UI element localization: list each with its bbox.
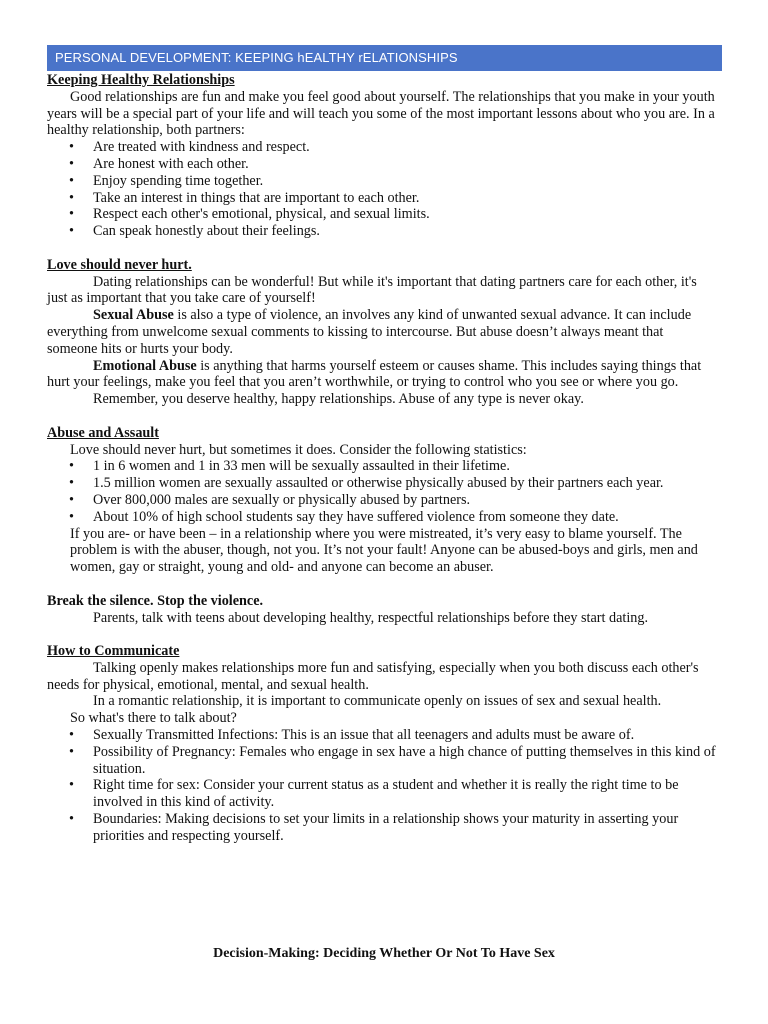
paragraph: Remember, you deserve healthy, happy relationships. Abuse of any type is never okay. [93,391,584,408]
bullet-list [47,727,717,845]
list-item: • Enjoy spending time together. [69,172,264,189]
section-heading: Break the silence. Stop the violence. [47,592,264,609]
bullet-icon: • [69,458,74,475]
bullet-icon: • [69,155,74,172]
list-item: • Respect each other's emotional, physical, and sexual limits. [69,206,430,223]
bullet-icon: • [69,223,74,240]
term-sexual-abuse: Sexual Abuse [93,307,174,324]
list-item: • Are treated with kindness and respect. [69,139,310,156]
bullet-icon: • [69,743,74,760]
bullet-list [47,458,717,525]
bullet-icon: • [69,206,74,223]
next-section-title: Decision-Making: Deciding Whether Or Not To Have Sex [213,946,555,961]
bullet-icon: • [69,777,74,794]
list-item: • About 10% of high school students say they have suffered violence from someone they date. [69,508,619,525]
term-emotional-abuse: Emotional Abuse [93,357,197,374]
section-heading: Love should never hurt. [47,256,192,273]
list-item: • Sexually Transmitted Infections: This is an issue that all teenagers and adults must be aware of. [69,727,635,744]
paragraph: Good relationships are fun and make you feel good about yourself. The relationships that you make in your youth years will be a special part of your life and will teach you some of the most important lessons about who you are. In a healthy relationship, both partners: [47,88,715,139]
bullet-icon: • [69,189,74,206]
bullet-icon: • [69,475,74,492]
list-item: • Take an interest in things that are important to each other. [69,189,420,206]
list-item: • 1.5 million women are sexually assaulted or otherwise physically abused by their partners each year. [69,475,664,492]
list-item: • Over 800,000 males are sexually or physically abused by partners. [69,491,471,508]
paragraph: So what's there to talk about? [70,710,237,727]
paragraph: Love should never hurt, but sometimes it does. Consider the following statistics: [70,441,527,458]
section-heading: How to Communicate [47,643,180,660]
paragraph: If you are- or have been – in a relationship where you were mistreated, it’s very easy to blame yourself. The problem is with the abuser, though, not you. It’s not your fault! Anyone can be abused-boys and girls, men and women, gay or straight, young and old- and anyone can become an abuser. [70,525,698,576]
list-item: • Can speak honestly about their feelings. [69,223,320,240]
section-heading: Abuse and Assault [47,424,159,441]
list-item: • Possibility of Pregnancy: Females who engage in sex have a high chance of putting themselves in this kind of situation. [69,743,716,777]
bullet-icon: • [69,727,74,744]
list-item: • Right time for sex: Consider your current status as a student and whether it is really the right time to be involved in this kind of activity. [69,777,679,811]
list-item: • Are honest with each other. [69,155,249,172]
list-item: • Boundaries: Making decisions to set your limits in a relationship shows your maturity in asserting your priorities and respecting yourself. [69,811,679,844]
paragraph: Sexual Abuse is also a type of violence, an involves any kind of unwanted sexual advance. It can include everything from unwelcome sexual comments to kissing to intercourse. But abuse doesn’t always meant that someone hits or hurts your body. [47,307,692,357]
bullet-list [47,139,717,240]
paragraph: Dating relationships can be wonderful! But while it's important that dating partners care for each other, it's just as important that you take care of yourself! [47,273,697,307]
section-heading: Keeping Healthy Relationships [47,72,235,88]
paragraph: In a romantic relationship, it is important to communicate openly on issues of sex and sexual health. [93,693,662,710]
bullet-icon: • [69,491,74,508]
paragraph: Emotional Abuse is anything that harms yourself esteem or causes shame. This includes saying things that hurt your feelings, make you feel that you aren’t worthwhile, or trying to control who you see or where you go. [47,357,702,391]
bullet-icon: • [69,811,74,828]
list-item: • 1 in 6 women and 1 in 33 men will be sexually assaulted in their lifetime. [69,458,510,475]
paragraph: Parents, talk with teens about developing healthy, respectful relationships before they start dating. [93,609,648,626]
bullet-icon: • [69,139,74,156]
bullet-icon: • [69,172,74,189]
bullet-icon: • [69,508,74,525]
document-body [47,72,717,845]
paragraph: Talking openly makes relationships more fun and satisfying, especially when you both discuss each other's needs for physical, emotional, mental, and sexual health. [47,659,699,693]
section-banner: PERSONAL DEVELOPMENT: KEEPING hEALTHY rELATIONSHIPS [47,45,722,71]
